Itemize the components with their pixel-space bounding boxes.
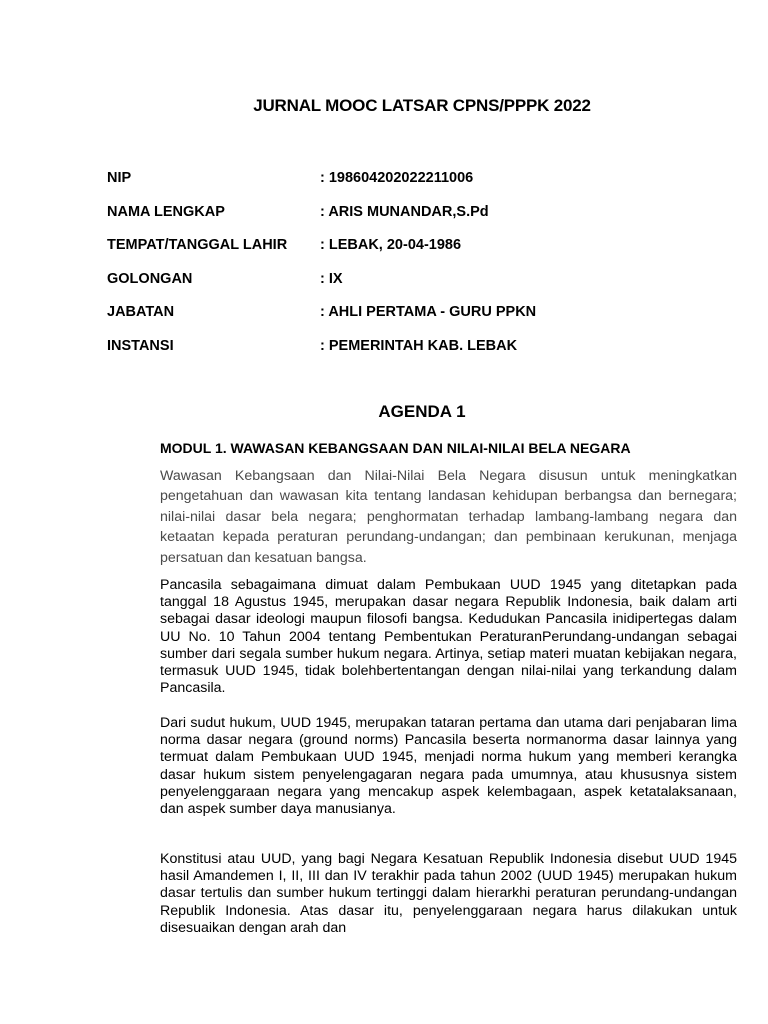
module-title: MODUL 1. WAWASAN KEBANGSAAN DAN NILAI-NILAI BELA NEGARA — [160, 440, 631, 456]
body-paragraph: Konstitusi atau UUD, yang bagi Negara Kesatuan Republik Indonesia disebut UUD 1945 hasil Amandemen I, II, III dan IV terakhir pada tahun 2002 (UUD 1945) merupakan hukum dasar tertulis dan sumber hukum tertinggi dalam hierarkhi peraturan perundang-undangan Republik Indonesia. Atas dasar itu, penyelenggaraan negara harus dilakukan untuk disesuaikan dengan arah dan — [160, 851, 737, 936]
info-value: : PEMERINTAH KAB. LEBAK — [320, 337, 518, 354]
body-paragraph: Dari sudut hukum, UUD 1945, merupakan tataran pertama dan utama dari penjabaran lima norma dasar negara (ground norms) Pancasila beserta normanorma dasar lainnya yang termuat dalam Pembukaan UUD 1945, menjadi norma hukum yang memberi kerangka dasar hukum sistem penyelengagaran negara pada umumnya, atau khususnya sistem penyelenggaraan negara yang mencakup aspek kelembagaan, aspek ketatalaksanaan, dan aspek sumber daya manusianya. — [160, 715, 737, 818]
info-value: : 198604202022211006 — [320, 170, 474, 186]
agenda-heading: AGENDA 1 — [378, 402, 466, 421]
info-label: NIP — [107, 170, 132, 186]
body-paragraph: Pancasila sebagaimana dimuat dalam Pembukaan UUD 1945 yang ditetapkan pada tanggal 18 Agustus 1945, merupakan dasar negara Republik Indonesia, baik dalam arti sebagai dasar ideologi maupun filosofi bangsa. Kedudukan Pancasila inidipertegas dalam UU No. 10 Tahun 2004 tentang Pembentukan PeraturanPerundang-undangan sebagai sumber dari segala sumber hukum negara. Artinya, setiap materi muatan kebijakan negara, termasuk UUD 1945, tidak bolehbertentangan dengan nilai-nilai yang terkandung dalam Pancasila. — [160, 577, 737, 697]
info-value: : ARIS MUNANDAR,S.Pd — [320, 203, 489, 220]
info-value: : AHLI PERTAMA - GURU PPKN — [320, 304, 537, 320]
info-label: NAMA LENGKAP — [107, 203, 225, 220]
document-title: JURNAL MOOC LATSAR CPNS/PPPK 2022 — [253, 96, 591, 115]
info-label: INSTANSI — [107, 337, 174, 354]
info-label: JABATAN — [107, 304, 175, 320]
info-value: : LEBAK, 20-04-1986 — [320, 237, 462, 253]
body-paragraph: Wawasan Kebangsaan dan Nilai-Nilai Bela Negara disusun untuk meningkatkan pengetahuan dan wawasan kita tentang landasan kehidupan berbangsa dan bernegara; nilai-nilai dasar bela negara; penghormatan terhadap lambang-lambang negara dan ketaatan kepada peraturan perundang-undangan; dan pembinaan kerukunan, menjaga persatuan dan kesatuan bangsa. — [160, 468, 737, 566]
info-label: TEMPAT/TANGGAL LAHIR — [107, 237, 288, 253]
info-label: GOLONGAN — [107, 270, 193, 287]
info-value: : IX — [320, 270, 343, 287]
